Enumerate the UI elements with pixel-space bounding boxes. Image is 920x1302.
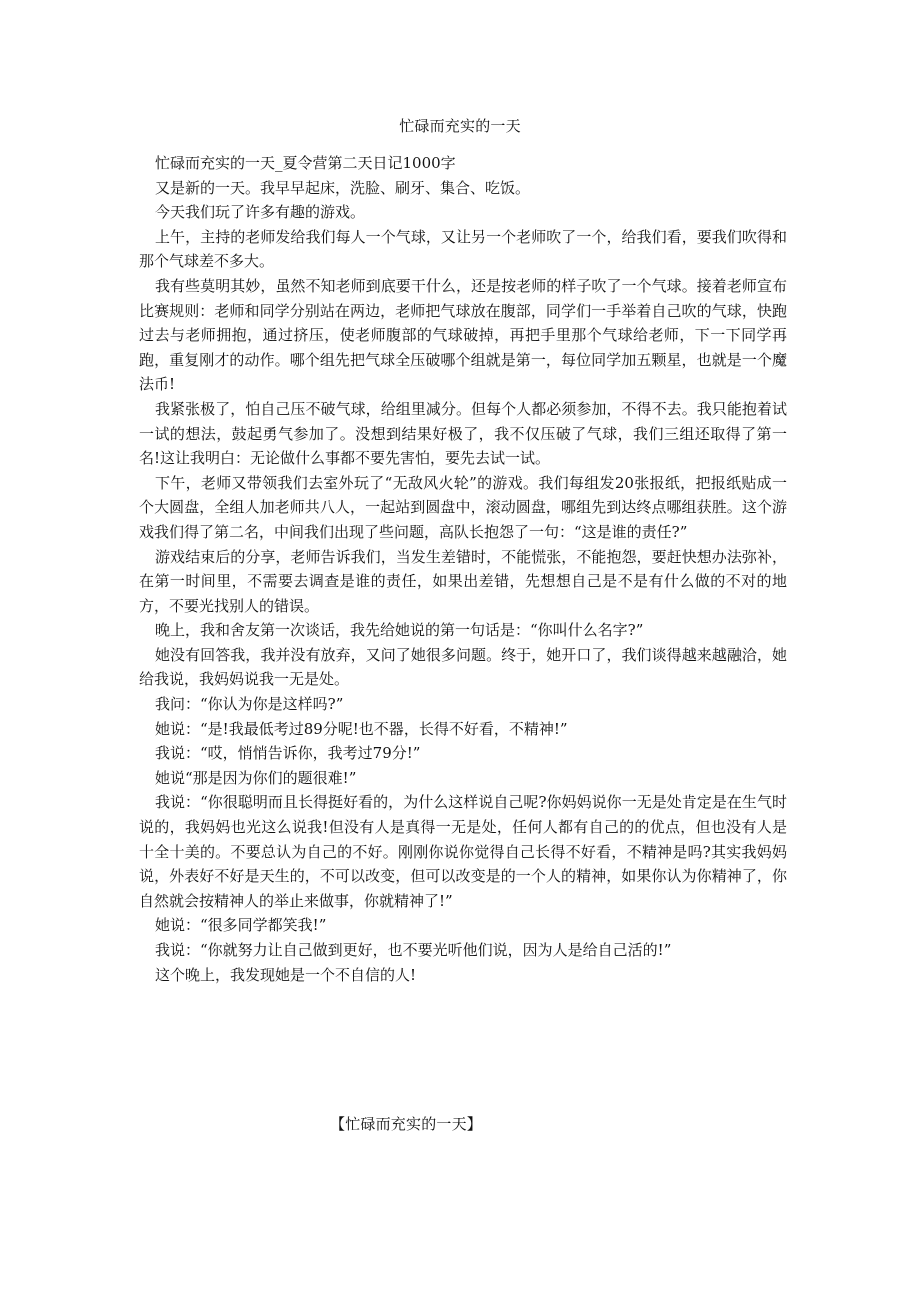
paragraph: 这个晚上，我发现她是一个不自信的人! [155, 965, 417, 984]
paragraph: 她说：“是!我最低考过89分呢!也不器，长得不好看，不精神!” [155, 719, 568, 738]
paragraph: 她说“那是因为你们的题很难!” [155, 768, 357, 787]
paragraph: 今天我们玩了许多有趣的游戏。 [155, 203, 366, 222]
paragraph: 上午，主持的老师发给我们每人一个气球，又让另一个老师吹了一个，给我们看，要我们吹得和那个气球差不多大。 [139, 227, 787, 271]
paragraph: 我说：“哎，悄悄告诉你，我考过79分!” [155, 744, 421, 763]
footer-title-tag: 【忙碌而充实的一天】 [330, 1115, 483, 1133]
paragraph: 又是新的一天。我早早起床，洗脸、刷牙、集合、吃饭。 [155, 178, 531, 197]
paragraph: 我问：“你认为你是这样吗?” [155, 695, 344, 714]
document-body [139, 151, 787, 987]
document-title: 忙碌而充实的一天 [399, 117, 521, 135]
paragraph: 游戏结束后的分享，老师告诉我们，当发生差错时，不能慌张，不能抱怨，要赶快想办法弥补，在第一时间里，不需要去调查是谁的责任，如果出差错，先想想自己是不是有什么做的不对的地方，不要光找别人的错误。 [139, 547, 787, 615]
paragraph: 她说：“很多同学都笑我!” [155, 916, 327, 935]
paragraph: 我紧张极了，怕自己压不破气球，给组里减分。但每个人都必须参加，不得不去。我只能抱着试一试的想法，鼓起勇气参加了。没想到结果好极了，我不仅压破了气球，我们三组还取得了第一名!这让我明白：无论做什么事都不要先害怕，要先去试一试。 [139, 399, 787, 468]
paragraph: 我说：“你很聪明而且长得挺好看的，为什么这样说自己呢?你妈妈说你一无是处肯定是在生气时说的，我妈妈也光这么说我!但没有人是真得一无是处，任何人都有自己的的优点，但也没有人是十全十美的。不要总认为自己的不好。刚刚你说你觉得自己长得不好看，不精神是吗?其实我妈妈说，外表好不好是天生的，不可以改变，但可以改变是的一个人的精神，如果你认为你精神了，你自然就会按精神人的举止来做事，你就精神了!” [139, 793, 787, 910]
paragraph: 她没有回答我，我并没有放弃，又问了她很多问题。终于，她开口了，我们谈得越来越融洽，她给我说，我妈妈说我一无是处。 [139, 645, 787, 689]
paragraph: 我有些莫明其妙，虽然不知老师到底要干什么，还是按老师的样子吹了一个气球。接着老师宣布比赛规则：老师和同学分别站在两边，老师把气球放在腹部，同学们一手举着自己吹的气球，快跑过去与老师拥抱，通过挤压，使老师腹部的气球破掉，再把手里那个气球给老师，下一下同学再跑，重复刚才的动作。哪个组先把气球全压破哪个组就是第一，每位同学加五颗星，也就是一个魔法币! [139, 276, 787, 394]
paragraph: 下午，老师又带领我们去室外玩了“无敌风火轮”的游戏。我们每组发20张报纸，把报纸贴成一个大圆盘，全组人加老师共八人，一起站到圆盘中，滚动圆盘，哪组先到达终点哪组获胜。这个游戏我们得了第二名，中间我们出现了些问题，高队长抱怨了一句：“这是谁的责任?” [139, 473, 787, 541]
paragraph: 我说：“你就努力让自己做到更好，也不要光听他们说，因为人是给自己活的!” [155, 941, 672, 959]
paragraph-subtitle: 忙碌而充实的一天_夏令营第二天日记1000字 [155, 154, 456, 172]
paragraph: 晚上，我和舍友第一次谈话，我先给她说的第一句话是：“你叫什么名字?” [155, 621, 644, 640]
